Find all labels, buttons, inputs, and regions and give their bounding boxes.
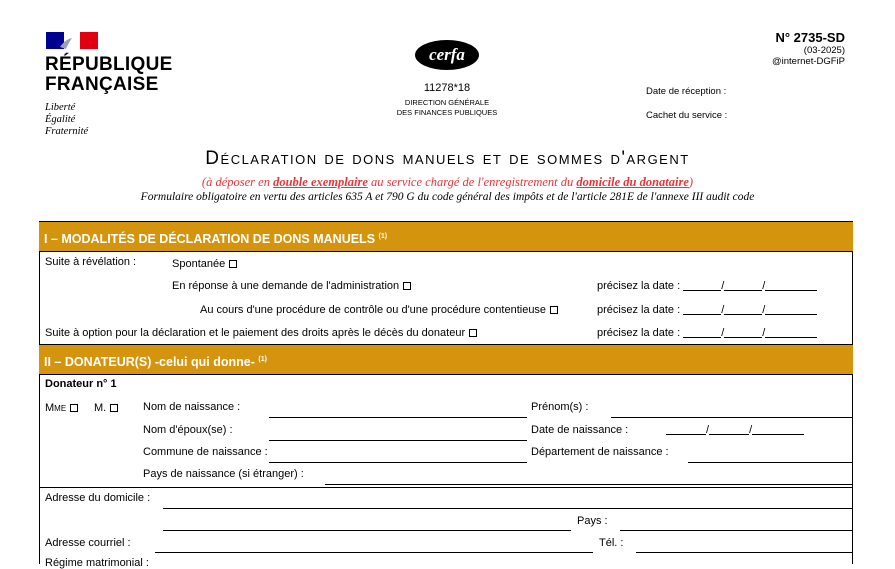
page-title: Déclaration de dons manuels et de sommes d'argent (205, 148, 690, 169)
spouse-name-label: Nom d'époux(se) : (143, 424, 233, 436)
admin-request-checkbox[interactable] (403, 282, 411, 290)
home-address-label: Adresse du domicile : (45, 492, 151, 504)
mrs-option[interactable]: Mme (45, 402, 78, 414)
form-number: N° 2735-SD (775, 30, 845, 45)
control-procedure-date[interactable]: précisez la date : / / (597, 304, 817, 316)
birth-department-label: Département de naissance : (531, 446, 669, 458)
republic-name: RÉPUBLIQUE FRANÇAISE (45, 54, 173, 95)
filing-instruction: (à déposer en double exemplaire au service chargé de l'enregistrement du domicile du donataire) (201, 175, 694, 189)
form-source: @internet-DGFiP (772, 56, 845, 67)
form-version: (03-2025) (803, 45, 845, 56)
service-stamp-label: Cachet du service : (646, 110, 728, 121)
mrs-checkbox[interactable] (70, 404, 78, 412)
home-address-line2-field[interactable] (163, 530, 571, 531)
email-label: Adresse courriel : (45, 537, 131, 549)
directorate-name: DIRECTION GÉNÉRALE DES FINANCES PUBLIQUES (396, 98, 498, 117)
republic-motto: Liberté Égalité Fraternité (45, 102, 89, 137)
marianne-flag-logo (46, 32, 98, 49)
admin-request-date[interactable]: précisez la date : / / (597, 280, 817, 292)
form-number-block (772, 30, 845, 67)
section-2-header: II – DONATEUR(S) -celui qui donne- $^{(1)}$ (39, 344, 853, 375)
birth-department-field[interactable] (688, 462, 852, 463)
section-1-header: I – MODALITÉS DE DÉCLARATION DE DONS MANUELS $^{(1)}$ (39, 221, 853, 252)
control-procedure-checkbox[interactable] (550, 306, 558, 314)
country-label: Pays : (577, 515, 608, 527)
mr-option[interactable]: M. (94, 402, 118, 414)
cerfa-logo: cerfa (415, 40, 479, 70)
control-procedure-option[interactable]: Au cours d'une procédure de contrôle ou d'une procédure contentieuse (200, 304, 558, 316)
birth-town-field[interactable] (269, 462, 527, 463)
birth-name-label: Nom de naissance : (143, 401, 241, 413)
phone-label: Tél. : (599, 537, 624, 549)
cerfa-number: 11278*18 (423, 82, 471, 94)
revelation-label: Suite à révélation : (45, 256, 137, 268)
phone-field[interactable] (636, 552, 852, 553)
admin-request-option[interactable]: En réponse à une demande de l'administration (172, 280, 411, 292)
birth-name-field[interactable] (269, 417, 527, 418)
form-frame-right (852, 221, 853, 564)
spontaneous-option[interactable]: Spontanée (172, 258, 237, 270)
reception-date-label: Date de réception : (646, 86, 727, 97)
birth-date-field[interactable]: / / (666, 424, 804, 436)
email-field[interactable] (155, 552, 593, 553)
home-address-field[interactable] (163, 508, 852, 509)
spontaneous-checkbox[interactable] (229, 260, 237, 268)
option-after-death-date[interactable]: précisez la date : / / (597, 327, 817, 339)
first-names-label: Prénom(s) : (531, 401, 589, 413)
birth-country-label: Pays de naissance (si étranger) : (143, 468, 304, 480)
country-field[interactable] (620, 530, 852, 531)
first-names-field[interactable] (611, 417, 852, 418)
row-divider (39, 487, 853, 488)
matrimonial-regime-label: Régime matrimonial : (45, 557, 149, 569)
birth-date-label: Date de naissance : (531, 424, 629, 436)
legal-note: Formulaire obligatoire en vertu des articles 635 A et 790 G du code général des impôts et de l'article 281E de l'annexe III audit code (140, 191, 755, 203)
option-after-death[interactable]: Suite à option pour la déclaration et le paiement des droits après le décès du donateur (45, 327, 477, 339)
birth-town-label: Commune de naissance : (143, 446, 268, 458)
form-frame-left (39, 221, 40, 564)
birth-country-field[interactable] (325, 484, 852, 485)
mr-checkbox[interactable] (110, 404, 118, 412)
donor-heading: Donateur n° 1 (45, 378, 117, 390)
option-after-death-checkbox[interactable] (469, 329, 477, 337)
spouse-name-field[interactable] (269, 440, 527, 441)
